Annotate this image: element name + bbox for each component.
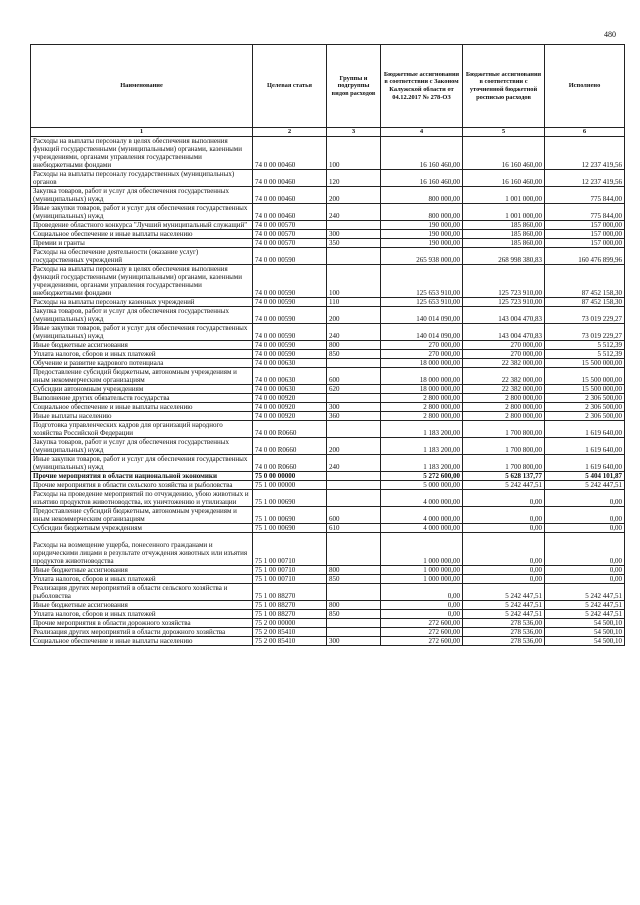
- row-target-code: 74 0 00 00590: [253, 265, 327, 298]
- row-target-code: 74 0 00 00920: [253, 412, 327, 421]
- table-row: [31, 637, 625, 646]
- row-law-amount: 4 000 000,00: [381, 490, 463, 507]
- row-target-code: 74 0 00 00460: [253, 204, 327, 221]
- row-law-amount: 1 000 000,00: [381, 566, 463, 575]
- row-name: Закупка товаров, работ и услуг для обеспечения государственных (муниципальных) нужд: [31, 307, 253, 324]
- row-expense-group: 850: [327, 610, 381, 619]
- table-row: [31, 307, 625, 324]
- row-executed-amount: 775 844,00: [545, 187, 625, 204]
- row-law-amount: 2 800 000,00: [381, 403, 463, 412]
- row-name: Реализация других мероприятий в области дорожного хозяйства: [31, 628, 253, 637]
- row-expense-group: 300: [327, 637, 381, 646]
- table-row: [31, 350, 625, 359]
- row-name: Прочие мероприятия в области дорожного хозяйства: [31, 619, 253, 628]
- row-executed-amount: 15 500 000,00: [545, 368, 625, 385]
- header-name: Наименование: [31, 45, 253, 128]
- row-target-code: 74 0 00 00590: [253, 350, 327, 359]
- row-name: Иные закупки товаров, работ и услуг для обеспечения государственных (муниципальных) нужд: [31, 455, 253, 472]
- row-expense-group: 600: [327, 368, 381, 385]
- table-row: [31, 239, 625, 248]
- row-revised-amount: 1 001 000,00: [463, 204, 545, 221]
- row-revised-amount: 0,00: [463, 507, 545, 524]
- row-law-amount: 5 000 000,00: [381, 481, 463, 490]
- column-number: 1: [31, 128, 253, 137]
- row-law-amount: 16 160 460,00: [381, 170, 463, 187]
- row-revised-amount: 143 004 470,83: [463, 324, 545, 341]
- row-name: Расходы на возмещение ущерба, понесенного гражданами и юридическими лицами в результате отчуждения животных или изъятия продуктов животноводства: [31, 533, 253, 566]
- row-law-amount: 1 183 200,00: [381, 455, 463, 472]
- row-name: Предоставление субсидий бюджетным, автономным учреждениям и иным некоммерческим организациям: [31, 507, 253, 524]
- table-row: [31, 575, 625, 584]
- column-number: 3: [327, 128, 381, 137]
- table-row: [31, 230, 625, 239]
- row-target-code: 74 0 00 00590: [253, 248, 327, 265]
- row-target-code: 75 2 00 85410: [253, 628, 327, 637]
- table-row: [31, 265, 625, 298]
- column-number: 4: [381, 128, 463, 137]
- row-revised-amount: 268 998 380,83: [463, 248, 545, 265]
- row-law-amount: 272 600,00: [381, 628, 463, 637]
- row-executed-amount: 5 404 101,87: [545, 472, 625, 481]
- row-law-amount: 270 000,00: [381, 341, 463, 350]
- row-expense-group: 800: [327, 341, 381, 350]
- row-target-code: 75 1 00 00710: [253, 575, 327, 584]
- row-law-amount: 270 000,00: [381, 350, 463, 359]
- row-target-code: 74 0 00 R0660: [253, 455, 327, 472]
- row-revised-amount: 278 536,00: [463, 637, 545, 646]
- table-row: [31, 455, 625, 472]
- row-law-amount: 265 938 000,00: [381, 248, 463, 265]
- row-name: Предоставление субсидий бюджетным, автономным учреждениям и иным некоммерческим организациям: [31, 368, 253, 385]
- row-executed-amount: 157 000,00: [545, 230, 625, 239]
- row-executed-amount: 73 019 229,27: [545, 324, 625, 341]
- row-expense-group: 240: [327, 324, 381, 341]
- table-body: [31, 137, 625, 646]
- row-executed-amount: 5 242 447,51: [545, 584, 625, 601]
- row-name: Расходы на выплаты персоналу в целях обеспечения выполнения функций государственными (муниципальными) органами, казенными учреждениями, органами управления государственными внебюджетными фондами: [31, 137, 253, 170]
- row-target-code: 74 0 00 00460: [253, 137, 327, 170]
- row-target-code: 75 1 00 88270: [253, 584, 327, 601]
- table-row: [31, 490, 625, 507]
- row-target-code: 74 0 00 00590: [253, 307, 327, 324]
- row-expense-group: 620: [327, 385, 381, 394]
- table-row: [31, 359, 625, 368]
- row-revised-amount: 16 160 460,00: [463, 137, 545, 170]
- row-target-code: 75 1 00 00690: [253, 490, 327, 507]
- table-row: [31, 412, 625, 421]
- row-target-code: 75 1 00 00710: [253, 566, 327, 575]
- row-executed-amount: 15 500 000,00: [545, 385, 625, 394]
- table-row: [31, 438, 625, 455]
- row-law-amount: 4 000 000,00: [381, 524, 463, 533]
- row-revised-amount: 185 860,00: [463, 221, 545, 230]
- header-code: Целевая статья: [253, 45, 327, 128]
- row-name: Реализация других мероприятий в области сельского хозяйства и рыболовства: [31, 584, 253, 601]
- row-executed-amount: 1 619 640,00: [545, 421, 625, 438]
- row-executed-amount: 5 242 447,51: [545, 610, 625, 619]
- table-row: [31, 533, 625, 566]
- row-law-amount: 272 600,00: [381, 619, 463, 628]
- row-name: Прочие мероприятия в области сельского хозяйства и рыболовства: [31, 481, 253, 490]
- row-executed-amount: 157 000,00: [545, 221, 625, 230]
- row-executed-amount: 5 242 447,51: [545, 481, 625, 490]
- row-name: Уплата налогов, сборов и иных платежей: [31, 575, 253, 584]
- row-expense-group: [327, 359, 381, 368]
- table-row: [31, 368, 625, 385]
- row-target-code: 74 0 00 R0660: [253, 438, 327, 455]
- row-expense-group: 610: [327, 524, 381, 533]
- row-law-amount: 800 000,00: [381, 204, 463, 221]
- row-expense-group: 100: [327, 137, 381, 170]
- row-target-code: 75 2 00 00000: [253, 619, 327, 628]
- row-revised-amount: 270 000,00: [463, 341, 545, 350]
- row-expense-group: 100: [327, 265, 381, 298]
- row-name: Обучение и развитие кадрового потенциала: [31, 359, 253, 368]
- row-expense-group: 110: [327, 298, 381, 307]
- row-law-amount: 125 653 910,00: [381, 298, 463, 307]
- row-target-code: 75 1 00 00710: [253, 533, 327, 566]
- column-number: 2: [253, 128, 327, 137]
- header-group: Группы и подгруппы видов расходов: [327, 45, 381, 128]
- row-expense-group: 300: [327, 230, 381, 239]
- row-expense-group: 600: [327, 507, 381, 524]
- row-law-amount: 18 000 000,00: [381, 359, 463, 368]
- table-row: [31, 248, 625, 265]
- row-revised-amount: 143 004 470,83: [463, 307, 545, 324]
- row-expense-group: [327, 248, 381, 265]
- row-law-amount: 2 800 000,00: [381, 412, 463, 421]
- row-name: Субсидии бюджетным учреждениям: [31, 524, 253, 533]
- row-executed-amount: 87 452 158,30: [545, 298, 625, 307]
- table-row: [31, 385, 625, 394]
- row-target-code: 75 1 00 00000: [253, 481, 327, 490]
- table-row: [31, 403, 625, 412]
- row-revised-amount: 125 723 910,00: [463, 265, 545, 298]
- row-expense-group: 350: [327, 239, 381, 248]
- row-name: Социальное обеспечение и иные выплаты населению: [31, 230, 253, 239]
- row-name: Расходы на выплаты персоналу казенных учреждений: [31, 298, 253, 307]
- row-name: Закупка товаров, работ и услуг для обеспечения государственных (муниципальных) нужд: [31, 438, 253, 455]
- row-target-code: 74 0 00 00590: [253, 341, 327, 350]
- row-law-amount: 16 160 460,00: [381, 137, 463, 170]
- row-law-amount: 140 014 090,00: [381, 307, 463, 324]
- row-revised-amount: 1 001 000,00: [463, 187, 545, 204]
- row-revised-amount: 1 700 800,00: [463, 421, 545, 438]
- row-revised-amount: 5 242 447,51: [463, 610, 545, 619]
- row-name: Выполнение других обязательств государства: [31, 394, 253, 403]
- row-name: Расходы на выплаты персоналу государственных (муниципальных) органов: [31, 170, 253, 187]
- row-revised-amount: 5 242 447,51: [463, 481, 545, 490]
- table-row: [31, 628, 625, 637]
- row-target-code: 74 0 00 00630: [253, 385, 327, 394]
- row-executed-amount: 1 619 640,00: [545, 455, 625, 472]
- row-revised-amount: 1 700 800,00: [463, 455, 545, 472]
- row-revised-amount: 0,00: [463, 566, 545, 575]
- row-expense-group: [327, 481, 381, 490]
- row-name: Иные закупки товаров, работ и услуг для обеспечения государственных (муниципальных) нужд: [31, 324, 253, 341]
- row-name: Прочие мероприятия в области национальной экономики: [31, 472, 253, 481]
- row-revised-amount: 2 800 000,00: [463, 394, 545, 403]
- row-revised-amount: 16 160 460,00: [463, 170, 545, 187]
- row-executed-amount: 1 619 640,00: [545, 438, 625, 455]
- row-executed-amount: 0,00: [545, 566, 625, 575]
- row-executed-amount: 15 500 000,00: [545, 359, 625, 368]
- row-target-code: 75 1 00 88270: [253, 601, 327, 610]
- row-target-code: 74 0 00 00570: [253, 221, 327, 230]
- row-law-amount: 1 000 000,00: [381, 575, 463, 584]
- row-name: Подготовка управленческих кадров для организаций народного хозяйства Российской Федерации: [31, 421, 253, 438]
- row-executed-amount: 2 306 500,00: [545, 403, 625, 412]
- header-executed: Исполнено: [545, 45, 625, 128]
- row-target-code: 74 0 00 00460: [253, 187, 327, 204]
- row-expense-group: 200: [327, 307, 381, 324]
- column-number: 5: [463, 128, 545, 137]
- row-executed-amount: 54 500,10: [545, 628, 625, 637]
- row-name: Расходы на обеспечение деятельности (оказание услуг) государственных учреждений: [31, 248, 253, 265]
- row-name: Иные выплаты населению: [31, 412, 253, 421]
- row-executed-amount: 73 019 229,27: [545, 307, 625, 324]
- row-target-code: 75 1 00 00690: [253, 507, 327, 524]
- row-name: Проведение областного конкурса "Лучший муниципальный служащий": [31, 221, 253, 230]
- row-revised-amount: 5 242 447,51: [463, 601, 545, 610]
- row-executed-amount: 87 452 158,30: [545, 265, 625, 298]
- row-name: Социальное обеспечение и иные выплаты населению: [31, 403, 253, 412]
- table-row: [31, 472, 625, 481]
- row-law-amount: 272 600,00: [381, 637, 463, 646]
- row-name: Социальное обеспечение и иные выплаты населению: [31, 637, 253, 646]
- row-revised-amount: 278 536,00: [463, 619, 545, 628]
- table-row: [31, 204, 625, 221]
- row-law-amount: 125 653 910,00: [381, 265, 463, 298]
- row-revised-amount: 2 800 000,00: [463, 412, 545, 421]
- row-target-code: 74 0 00 00630: [253, 359, 327, 368]
- row-name: Уплата налогов, сборов и иных платежей: [31, 610, 253, 619]
- row-expense-group: [327, 421, 381, 438]
- row-name: Иные бюджетные ассигнования: [31, 341, 253, 350]
- row-expense-group: [327, 490, 381, 507]
- page-number: 480: [604, 30, 616, 39]
- row-expense-group: [327, 394, 381, 403]
- row-revised-amount: 2 800 000,00: [463, 403, 545, 412]
- row-executed-amount: 54 500,10: [545, 619, 625, 628]
- row-target-code: 75 2 00 85410: [253, 637, 327, 646]
- row-law-amount: 140 014 090,00: [381, 324, 463, 341]
- row-name: Премии и гранты: [31, 239, 253, 248]
- table-row: [31, 187, 625, 204]
- row-revised-amount: 5 242 447,51: [463, 584, 545, 601]
- row-name: Субсидии автономным учреждениям: [31, 385, 253, 394]
- row-target-code: 74 0 00 00460: [253, 170, 327, 187]
- row-expense-group: 200: [327, 187, 381, 204]
- header-law: Бюджетные ассигнования в соответствии с Законом Калужской области от 04.12.2017 № 278-ОЗ: [381, 45, 463, 128]
- row-executed-amount: 2 306 500,00: [545, 412, 625, 421]
- row-revised-amount: 185 860,00: [463, 239, 545, 248]
- row-expense-group: 850: [327, 350, 381, 359]
- row-name: Уплата налогов, сборов и иных платежей: [31, 350, 253, 359]
- row-expense-group: [327, 221, 381, 230]
- table-row: [31, 341, 625, 350]
- table-row: [31, 619, 625, 628]
- row-executed-amount: 5 242 447,51: [545, 601, 625, 610]
- table-row: [31, 298, 625, 307]
- row-executed-amount: 0,00: [545, 575, 625, 584]
- column-number-row: [31, 128, 625, 137]
- row-executed-amount: 160 476 899,96: [545, 248, 625, 265]
- table-row: [31, 221, 625, 230]
- row-law-amount: 190 000,00: [381, 230, 463, 239]
- row-law-amount: 18 000 000,00: [381, 385, 463, 394]
- row-target-code: 74 0 00 00920: [253, 394, 327, 403]
- row-revised-amount: 0,00: [463, 575, 545, 584]
- row-executed-amount: 0,00: [545, 490, 625, 507]
- row-target-code: 74 0 00 00570: [253, 230, 327, 239]
- row-name: Расходы на проведение мероприятий по отчуждению, убою животных и изъятию продуктов животноводства, их уничтожению и утилизации: [31, 490, 253, 507]
- row-expense-group: 240: [327, 455, 381, 472]
- row-revised-amount: 22 382 000,00: [463, 368, 545, 385]
- table-row: [31, 507, 625, 524]
- row-expense-group: [327, 584, 381, 601]
- row-name: Иные бюджетные ассигнования: [31, 566, 253, 575]
- row-expense-group: 850: [327, 575, 381, 584]
- row-executed-amount: 54 500,10: [545, 637, 625, 646]
- table-row: [31, 584, 625, 601]
- row-executed-amount: 2 306 500,00: [545, 394, 625, 403]
- row-revised-amount: 270 000,00: [463, 350, 545, 359]
- row-expense-group: 240: [327, 204, 381, 221]
- row-revised-amount: 1 700 800,00: [463, 438, 545, 455]
- row-target-code: 75 1 00 00690: [253, 524, 327, 533]
- row-executed-amount: 0,00: [545, 524, 625, 533]
- table-row: [31, 524, 625, 533]
- row-law-amount: 800 000,00: [381, 187, 463, 204]
- row-revised-amount: 0,00: [463, 533, 545, 566]
- row-law-amount: 190 000,00: [381, 239, 463, 248]
- row-law-amount: 1 000 000,00: [381, 533, 463, 566]
- row-executed-amount: 0,00: [545, 533, 625, 566]
- row-expense-group: [327, 533, 381, 566]
- column-number: 6: [545, 128, 625, 137]
- row-executed-amount: 0,00: [545, 507, 625, 524]
- table-row: [31, 421, 625, 438]
- header-revised: Бюджетные ассигнования в соответствии с уточненной бюджетной росписью расходов: [463, 45, 545, 128]
- table-row: [31, 610, 625, 619]
- row-revised-amount: 0,00: [463, 490, 545, 507]
- row-executed-amount: 5 512,39: [545, 350, 625, 359]
- row-expense-group: 200: [327, 438, 381, 455]
- row-expense-group: 800: [327, 566, 381, 575]
- row-target-code: 74 0 00 00630: [253, 368, 327, 385]
- table-row: [31, 394, 625, 403]
- row-name: Иные бюджетные ассигнования: [31, 601, 253, 610]
- row-executed-amount: 157 000,00: [545, 239, 625, 248]
- table-row: [31, 601, 625, 610]
- row-target-code: 74 0 00 00920: [253, 403, 327, 412]
- row-law-amount: 1 183 200,00: [381, 421, 463, 438]
- row-law-amount: 190 000,00: [381, 221, 463, 230]
- row-law-amount: 0,00: [381, 584, 463, 601]
- row-executed-amount: 775 844,00: [545, 204, 625, 221]
- row-name: Расходы на выплаты персоналу в целях обеспечения выполнения функций государственными (муниципальными) органами, казенными учреждениями, органами управления государственными внебюджетными фондами: [31, 265, 253, 298]
- row-name: Иные закупки товаров, работ и услуг для обеспечения государственных (муниципальных) нужд: [31, 204, 253, 221]
- row-executed-amount: 5 512,39: [545, 341, 625, 350]
- row-law-amount: 18 000 000,00: [381, 368, 463, 385]
- row-target-code: 74 0 00 00590: [253, 298, 327, 307]
- row-revised-amount: 5 628 137,77: [463, 472, 545, 481]
- row-expense-group: 800: [327, 601, 381, 610]
- table-row: [31, 566, 625, 575]
- row-law-amount: 0,00: [381, 601, 463, 610]
- row-expense-group: [327, 628, 381, 637]
- row-revised-amount: 185 860,00: [463, 230, 545, 239]
- row-expense-group: 300: [327, 403, 381, 412]
- row-expense-group: 360: [327, 412, 381, 421]
- row-law-amount: 4 000 000,00: [381, 507, 463, 524]
- row-revised-amount: 22 382 000,00: [463, 385, 545, 394]
- row-target-code: 75 1 00 88270: [253, 610, 327, 619]
- row-expense-group: [327, 472, 381, 481]
- row-target-code: 74 0 00 00590: [253, 324, 327, 341]
- row-law-amount: 0,00: [381, 610, 463, 619]
- row-revised-amount: 0,00: [463, 524, 545, 533]
- row-executed-amount: 12 237 419,56: [545, 170, 625, 187]
- header-row: [31, 45, 625, 128]
- row-target-code: 74 0 00 00570: [253, 239, 327, 248]
- table-row: [31, 324, 625, 341]
- row-target-code: 74 0 00 R0660: [253, 421, 327, 438]
- budget-table: [30, 44, 625, 646]
- row-executed-amount: 12 237 419,56: [545, 137, 625, 170]
- row-law-amount: 1 183 200,00: [381, 438, 463, 455]
- table-row: [31, 137, 625, 170]
- row-revised-amount: 278 536,00: [463, 628, 545, 637]
- row-target-code: 75 0 00 00000: [253, 472, 327, 481]
- table-row: [31, 481, 625, 490]
- table-row: [31, 170, 625, 187]
- row-expense-group: 120: [327, 170, 381, 187]
- row-law-amount: 2 800 000,00: [381, 394, 463, 403]
- row-revised-amount: 125 723 910,00: [463, 298, 545, 307]
- row-expense-group: [327, 619, 381, 628]
- row-law-amount: 5 272 600,00: [381, 472, 463, 481]
- row-revised-amount: 22 382 000,00: [463, 359, 545, 368]
- row-name: Закупка товаров, работ и услуг для обеспечения государственных (муниципальных) нужд: [31, 187, 253, 204]
